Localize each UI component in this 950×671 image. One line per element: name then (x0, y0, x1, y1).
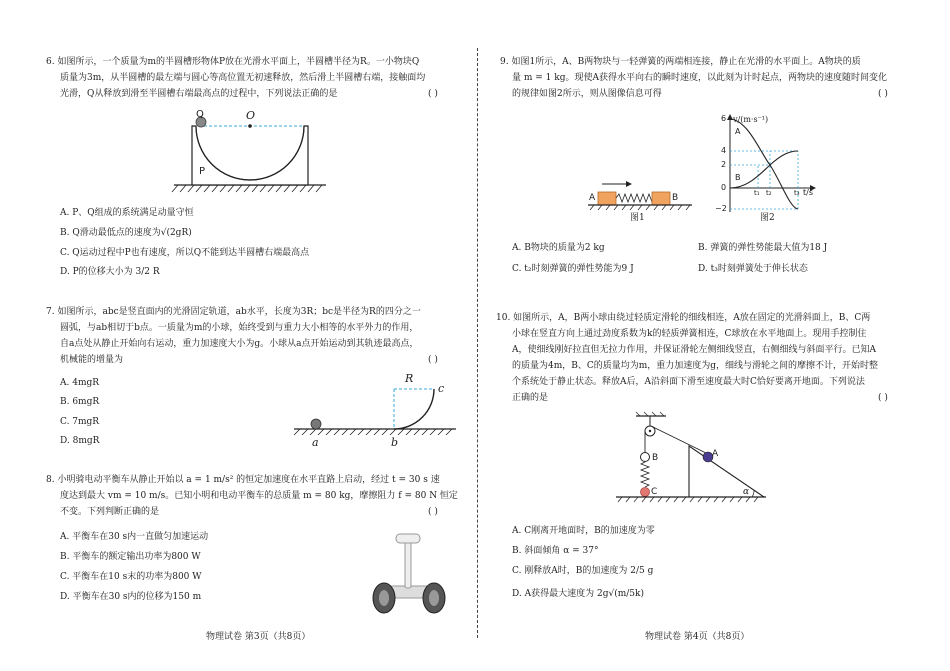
q9-fig2-tick-4: 4 (721, 146, 727, 155)
q7-option-a: A. 4mgR (60, 378, 100, 388)
q6-line-2: 质量为3m，从半圆槽的最左端与圆心等高位置无初速释放，然后滑上半圆槽右端，接触面均 (60, 73, 426, 83)
q10-option-a: A. C刚离开地面时，B的加速度为零 (512, 526, 655, 536)
q6-answer-paren: ( ) (428, 89, 438, 99)
q8-line-1: 8. 小明骑电动平衡车从静止开始以 a = 1 m/s² 的恒定加速度在水平直路上启动，经过 t = 30 s 速 (46, 475, 440, 485)
q9-option-c: C. t₂时刻弹簧的弹性势能为9 J (512, 264, 634, 274)
q7-label-c: c (438, 382, 445, 395)
q10-label-a: A (712, 449, 719, 459)
q7-line-1: 7. 如图所示，abc是竖直面内的光滑固定轨道，ab水平，长度为3R；bc是半径为R的四分之一 (46, 307, 421, 317)
q9-line-2: 量 m = 1 kg。现使A获得水平向右的瞬时速度，以此刻为计时起点，两物块的速度随时间变化 (512, 73, 887, 83)
q10-line-5: 个系统处于静止状态。释放A后，A沿斜面下滑至速度最大时C恰好要离开地面。下列说法 (512, 377, 865, 387)
q9-fig2-tick-0: 0 (721, 183, 727, 192)
page-footer-right: 物理试卷 第4页（共8页） (645, 632, 750, 642)
q10-line-6: 正确的是 (512, 393, 549, 403)
q9-fig1-label-a: A (589, 193, 596, 203)
q9-line-3: 的规律如图2所示，则从图像信息可得 (512, 89, 662, 99)
column-divider (477, 48, 478, 638)
q6-option-a: A. P、Q组成的系统满足动量守恒 (60, 208, 194, 218)
q9-option-b: B. 弹簧的弹性势能最大值为18 J (698, 243, 828, 253)
q10-line-2: 小球在竖直方向上通过劲度系数为k的轻质弹簧相连，C球放在水平地面上。现用手控制住 (512, 329, 867, 339)
q7-label-r: R (405, 372, 414, 385)
q9-fig2-ylabel: v/(m·s⁻¹) (733, 115, 769, 124)
q9-fig1-label-b: B (672, 193, 679, 203)
q6-option-c: C. Q运动过程中P也有速度，所以Q不能到达半圆槽右端最高点 (60, 248, 310, 258)
q7-answer-paren: ( ) (428, 355, 438, 365)
q10-option-b: B. 斜面倾角 α = 37° (512, 546, 599, 556)
page-footer-left: 物理试卷 第3页（共8页） (206, 632, 311, 642)
q6-line-1: 6. 如图所示，一个质量为m的半圆槽形物体P放在光滑水平面上，半圆槽半径为R。一小物块Q (46, 57, 420, 67)
q9-answer-paren: ( ) (878, 89, 888, 99)
q7-figure (290, 380, 460, 442)
q9-fig2-tick-2: 2 (721, 160, 727, 169)
q6-option-d: D. P的位移大小为 3/2 R (60, 267, 160, 277)
q9-fig2-xlabel: t/s (803, 188, 813, 197)
q9-option-d: D. t₃时刻弹簧处于伸长状态 (698, 264, 808, 274)
q10-option-d: D. A获得最大速度为 2g√(m/5k) (512, 589, 644, 599)
q7-line-4: 机械能的增量为 (60, 355, 124, 365)
q9-fig2-tick-neg2: −2 (715, 204, 727, 213)
q9-fig2-caption: 图2 (760, 213, 775, 223)
q9-fig2-t1: t₁ (754, 189, 760, 197)
q10-line-1: 10. 如图所示，A，B两小球由绕过轻质定滑轮的细线相连，A放在固定的光滑斜面上，B、C两 (496, 313, 871, 323)
q9-fig2-tick-6: 6 (721, 114, 727, 123)
q9-fig2-t3: t₃ (794, 189, 800, 197)
q6-label-o: O (246, 109, 256, 122)
q8-option-b: B. 平衡车的额定输出功率为800 W (60, 552, 201, 562)
q7-line-2: 圆弧，与ab相切于b点。一质量为m的小球，始终受到与重力大小相等的水平外力的作用， (60, 323, 419, 333)
q9-figure-1 (588, 178, 698, 212)
q9-fig1-caption: 图1 (630, 213, 645, 223)
q8-answer-paren: ( ) (428, 507, 438, 517)
q10-option-c: C. 刚释放A时，B的加速度为 2/5 g (512, 566, 654, 576)
q10-label-alpha: α (743, 487, 750, 497)
q8-option-c: C. 平衡车在10 s末的功率为800 W (60, 572, 202, 582)
q10-label-b: B (652, 453, 659, 463)
q7-option-c: C. 7mgR (60, 417, 100, 427)
q7-option-d: D. 8mgR (60, 436, 100, 446)
q7-option-b: B. 6mgR (60, 397, 100, 407)
q10-label-c: C (651, 487, 658, 497)
q9-fig2-label-a: A (735, 127, 741, 136)
q6-line-3: 光滑，Q从释放到滑至半圆槽右端最高点的过程中，下列说法正确的是 (60, 89, 338, 99)
q8-line-2: 度达到最大 vm = 10 m/s。已知小明和电动平衡车的总质量 m = 80 kg，摩擦阻力 f = 80 N 恒定 (60, 491, 458, 501)
q9-fig2-label-b: B (735, 173, 741, 182)
balance-scooter-image (368, 524, 450, 618)
q8-line-3: 不变。下列判断正确的是 (60, 507, 160, 517)
q9-fig2-t2: t₂ (766, 189, 772, 197)
q6-label-p: P (199, 166, 206, 177)
q9-line-1: 9. 如图1所示，A、B两物块与一轻弹簧的两端相连接，静止在光滑的水平面上。A物块的质 (500, 57, 861, 67)
q10-line-3: A，使细线刚好拉直但无拉力作用，并保证滑轮左侧细线竖直，右侧细线与斜面平行。已知A (512, 345, 877, 355)
q7-label-b: b (391, 436, 399, 449)
q10-line-4: 的质量为4m，B、C的质量均为m，重力加速度为g，细线与滑轮之间的摩擦不计，开始时整 (512, 361, 879, 371)
q8-option-d: D. 平衡车在30 s内的位移为150 m (60, 592, 202, 602)
q9-option-a: A. B物块的质量为2 kg (512, 243, 605, 253)
q6-option-b: B. Q滑动最低点的速度为√(2gR) (60, 228, 192, 238)
q6-label-q: Q (196, 109, 204, 120)
q7-line-3: 自a点处从静止开始向右运动，重力加速度大小为g。小球从a点开始运动到其轨迹最高点， (60, 339, 419, 349)
q7-label-a: a (312, 436, 319, 449)
q8-option-a: A. 平衡车在30 s内一直做匀加速运动 (60, 532, 209, 542)
q10-answer-paren: ( ) (878, 393, 888, 403)
